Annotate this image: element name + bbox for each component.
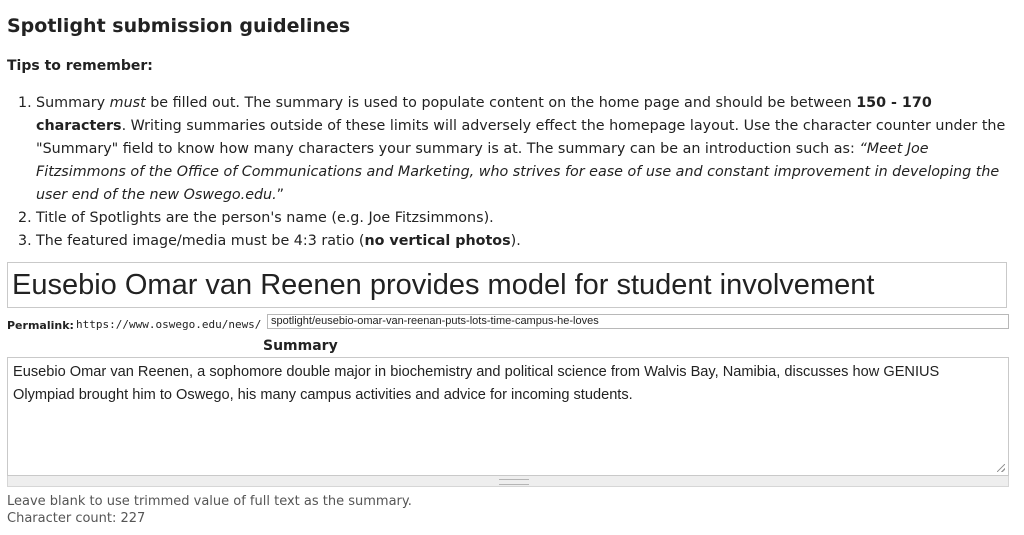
tip-item <box>18 207 1006 230</box>
page-title: Spotlight submission guidelines <box>7 15 351 37</box>
character-count: Character count: 227 <box>7 511 146 526</box>
tip-item <box>18 92 1006 207</box>
permalink-label: Permalink: <box>7 319 74 332</box>
tip-example-quote: “Meet Joe Fitzsimmons of the Office of Communications and Marketing, who strives for ease of use and constant improvement in developing the user end of the new Oswego.edu. <box>36 141 1000 203</box>
tip-number: 1. <box>18 95 32 111</box>
tip-text: Summary <box>36 95 110 111</box>
textarea-resize-handle[interactable] <box>7 476 1009 487</box>
tip-text: ). <box>510 233 521 249</box>
tip-text: be filled out. The summary is used to populate content on the home page and should be between <box>145 95 857 111</box>
grip-lines-icon <box>499 479 529 485</box>
tip-number: 3. <box>18 233 32 249</box>
resize-corner-icon[interactable] <box>997 464 1005 472</box>
tip-text: ” <box>276 187 285 203</box>
tip-number: 2. <box>18 210 32 226</box>
summary-label: Summary <box>263 338 338 354</box>
tip-text-strong: 150 - 170 characters <box>36 95 932 134</box>
tip-text: Title of Spotlights are the person's name (e.g. Joe Fitzsimmons). <box>36 210 494 226</box>
summary-description: Leave blank to use trimmed value of full text as the summary. <box>7 494 412 509</box>
tip-text: The featured image/media must be 4:3 ratio ( <box>36 233 365 249</box>
summary-textarea[interactable] <box>7 357 1009 476</box>
title-input[interactable]: Eusebio Omar van Reenen provides model for student involvement <box>7 262 1007 308</box>
tip-item <box>18 230 1006 253</box>
tip-text-emphasis: must <box>109 95 146 111</box>
tip-text: . Writing summaries outside of these limits will adversely effect the homepage layout. Use the character counter under the "Summary" field to know how many characters your summary is at. The summary can be an introduction such as: <box>36 118 1006 157</box>
tips-heading: Tips to remember: <box>7 58 153 74</box>
permalink-input[interactable]: spotlight/eusebio-omar-van-reenan-puts-lots-time-campus-he-loves <box>267 314 1009 329</box>
permalink-base-url: https://www.oswego.edu/news/ <box>76 318 262 331</box>
tip-text-strong: no vertical photos <box>364 233 511 249</box>
tips-list <box>18 92 1006 253</box>
summary-text: Eusebio Omar van Reenen, a sophomore double major in biochemistry and political science from Walvis Bay, Namibia, discusses how GENIUS Olympiad brought him to Oswego, his many campus activities and advice for incoming students. <box>13 364 940 403</box>
